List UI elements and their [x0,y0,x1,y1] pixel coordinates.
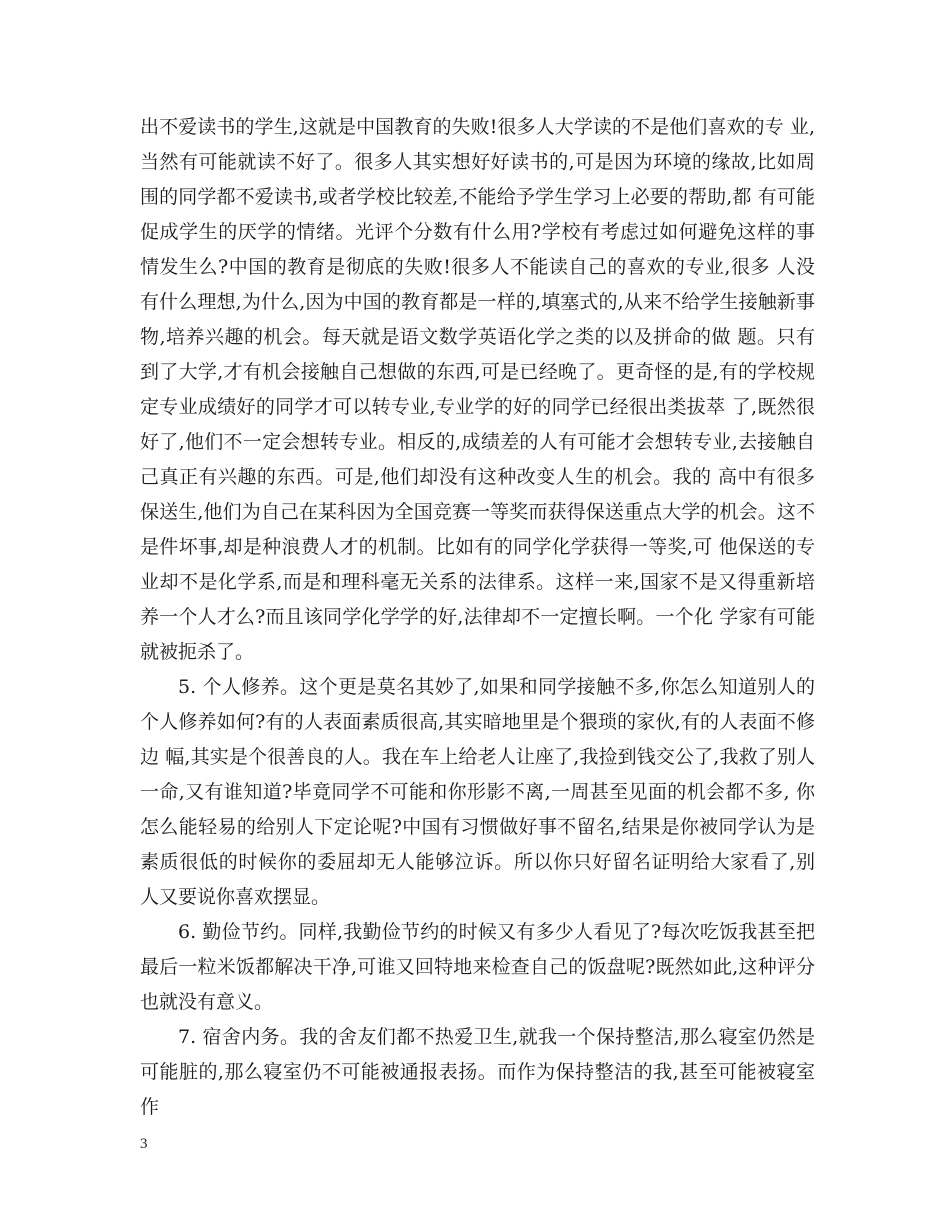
paragraph-continuation: 出不爱读书的学生,这就是中国教育的失败!很多人大学读的不是他们喜欢的专 业,当然有可能就读不好了。很多人其实想好好读书的,可是因为环境的缘故,比如周围的同学都不爱读书,或者学校比较差,不能给予学生学习上必要的帮助,都 有可能促成学生的厌学的情绪。光评个分数有什么用?学校有考虑过如何避免这样的事情发生么?中国的教育是彻底的失败!很多人不能读自己的喜欢的专业,很多 人没有什么理想,为什么,因为中国的教育都是一样的,填塞式的,从来不给学生接触新事物,培养兴趣的机会。每天就是语文数学英语化学之类的以及拼命的做 题。只有到了大学,才有机会接触自己想做的东西,可是已经晚了。更奇怪的是,有的学校规定专业成绩好的同学才可以转专业,专业学的好的同学已经很出类拔萃 了,既然很好了,他们不一定会想转专业。相反的,成绩差的人有可能才会想转专业,去接触自己真正有兴趣的东西。可是,他们却没有这种改变人生的机会。我的 高中有很多保送生,他们为自己在某科因为全国竞赛一等奖而获得保送重点大学的机会。这不是件坏事,却是种浪费人才的机制。比如有的同学化学获得一等奖,可 他保送的专业却不是化学系,而是和理科毫无关系的法律系。这样一来,国家不是又得重新培养一个人才么?而且该同学化学学的好,法律却不一定擅长啊。一个化 学家有可能就被扼杀了。 [140,116,815,663]
page-number: 3 [140,1136,148,1152]
paragraph-item-7: 7. 宿舍内务。我的舍友们都不热爱卫生,就我一个保持整洁,那么寝室仍然是可能脏的,那么寝室仍不可能被通报表扬。而作为保持整洁的我,甚至可能被寝室作 [140,1026,815,1118]
paragraph-item-5: 5. 个人修养。这个更是莫名其妙了,如果和同学接触不多,你怎么知道别人的个人修养如何?有的人表面素质很高,其实暗地里是个猥琐的家伙,有的人表面不修边 幅,其实是个很善良的人。我在车上给老人让座了,我捡到钱交公了,我救了别人一命,又有谁知道?毕竟同学不可能和你形影不离,一周甚至见面的机会都不多, 你怎么能轻易的给别人下定论呢?中国有习惯做好事不留名,结果是你被同学认为是素质很低的时候你的委屈却无人能够泣诉。所以你只好留名证明给大家看了,别 人又要说你喜欢摆显。 [140,676,815,908]
paragraph-item-6: 6. 勤俭节约。同样,我勤俭节约的时候又有多少人看见了?每次吃饭我甚至把最后一粒米饭都解决干净,可谁又回特地来检查自己的饭盘呢?既然如此,这种评分也就没有意义。 [140,921,815,1013]
document-body [140,110,815,1125]
